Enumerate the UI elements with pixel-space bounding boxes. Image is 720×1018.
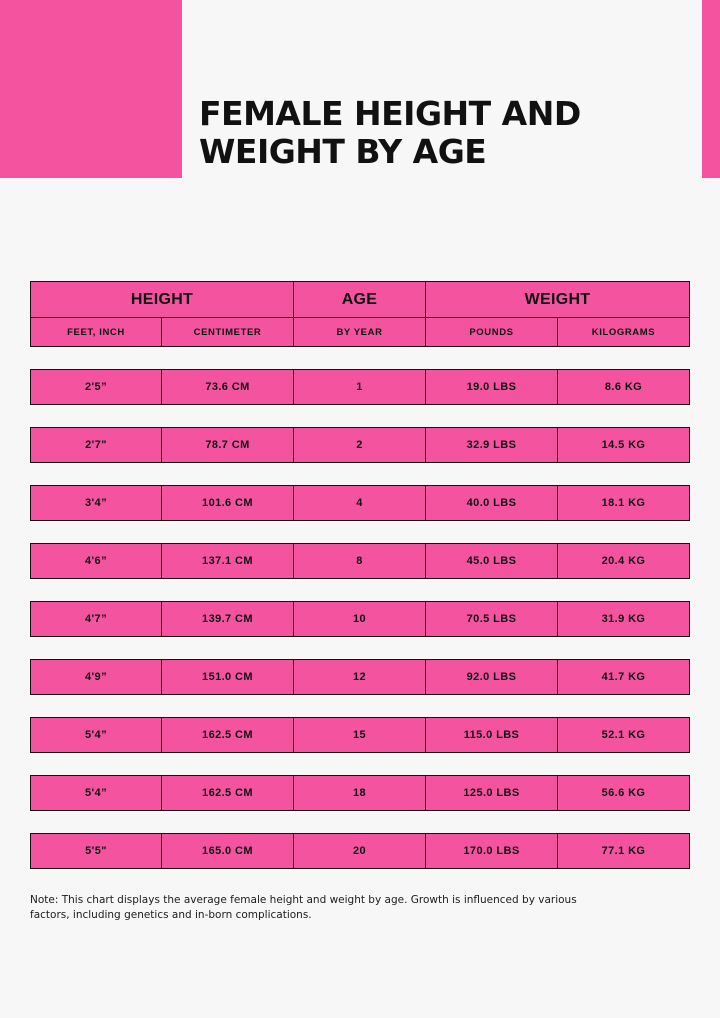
cell-kilograms: 8.6 KG <box>558 369 690 405</box>
cell-centimeter: 137.1 CM <box>162 543 294 579</box>
cell-centimeter: 165.0 CM <box>162 833 294 869</box>
cell-age: 18 <box>294 775 426 811</box>
cell-age: 10 <box>294 601 426 637</box>
table-row <box>30 833 690 869</box>
group-header-age: AGE <box>294 281 426 318</box>
cell-centimeter: 151.0 CM <box>162 659 294 695</box>
decorative-block-right <box>702 0 720 178</box>
cell-age: 8 <box>294 543 426 579</box>
column-header-centimeter: CENTIMETER <box>162 318 294 347</box>
decorative-block-left <box>0 0 182 178</box>
cell-pounds: 45.0 LBS <box>426 543 558 579</box>
cell-kilograms: 41.7 KG <box>558 659 690 695</box>
column-header-feet-inch: FEET, INCH <box>30 318 162 347</box>
cell-centimeter: 101.6 CM <box>162 485 294 521</box>
table-row <box>30 659 690 695</box>
group-header-height: HEIGHT <box>30 281 294 318</box>
cell-kilograms: 20.4 KG <box>558 543 690 579</box>
cell-kilograms: 31.9 KG <box>558 601 690 637</box>
cell-centimeter: 139.7 CM <box>162 601 294 637</box>
cell-age: 20 <box>294 833 426 869</box>
table-row <box>30 369 690 405</box>
cell-kilograms: 77.1 KG <box>558 833 690 869</box>
cell-centimeter: 162.5 CM <box>162 775 294 811</box>
cell-feet-inch: 4'9” <box>30 659 162 695</box>
table-row <box>30 601 690 637</box>
table-column-header-row <box>30 318 690 347</box>
cell-pounds: 40.0 LBS <box>426 485 558 521</box>
cell-age: 2 <box>294 427 426 463</box>
table-row <box>30 485 690 521</box>
cell-age: 4 <box>294 485 426 521</box>
cell-kilograms: 18.1 KG <box>558 485 690 521</box>
table-group-header-row <box>30 281 690 318</box>
cell-pounds: 125.0 LBS <box>426 775 558 811</box>
cell-feet-inch: 4'7” <box>30 601 162 637</box>
cell-age: 15 <box>294 717 426 753</box>
cell-kilograms: 56.6 KG <box>558 775 690 811</box>
cell-feet-inch: 5'4” <box>30 775 162 811</box>
table-row <box>30 717 690 753</box>
group-header-weight: WEIGHT <box>426 281 690 318</box>
cell-pounds: 32.9 LBS <box>426 427 558 463</box>
cell-kilograms: 14.5 KG <box>558 427 690 463</box>
column-header-pounds: POUNDS <box>426 318 558 347</box>
cell-centimeter: 162.5 CM <box>162 717 294 753</box>
column-header-by-year: BY YEAR <box>294 318 426 347</box>
cell-pounds: 115.0 LBS <box>426 717 558 753</box>
cell-centimeter: 73.6 CM <box>162 369 294 405</box>
cell-pounds: 70.5 LBS <box>426 601 558 637</box>
table-row <box>30 775 690 811</box>
cell-centimeter: 78.7 CM <box>162 427 294 463</box>
cell-pounds: 92.0 LBS <box>426 659 558 695</box>
cell-age: 1 <box>294 369 426 405</box>
cell-feet-inch: 4'6” <box>30 543 162 579</box>
page-title: FEMALE HEIGHT AND WEIGHT BY AGE <box>199 94 581 171</box>
cell-kilograms: 52.1 KG <box>558 717 690 753</box>
cell-age: 12 <box>294 659 426 695</box>
cell-feet-inch: 5'5" <box>30 833 162 869</box>
cell-pounds: 19.0 LBS <box>426 369 558 405</box>
cell-feet-inch: 3'4” <box>30 485 162 521</box>
cell-feet-inch: 2'5” <box>30 369 162 405</box>
table-row <box>30 543 690 579</box>
table-row <box>30 427 690 463</box>
cell-feet-inch: 2'7" <box>30 427 162 463</box>
column-header-kilograms: KILOGRAMS <box>558 318 690 347</box>
chart-note: Note: This chart displays the average female height and weight by age. Growth is influenced by various factors, including genetics and in-born complications. <box>30 894 577 921</box>
height-weight-table <box>30 281 690 869</box>
cell-pounds: 170.0 LBS <box>426 833 558 869</box>
cell-feet-inch: 5'4” <box>30 717 162 753</box>
